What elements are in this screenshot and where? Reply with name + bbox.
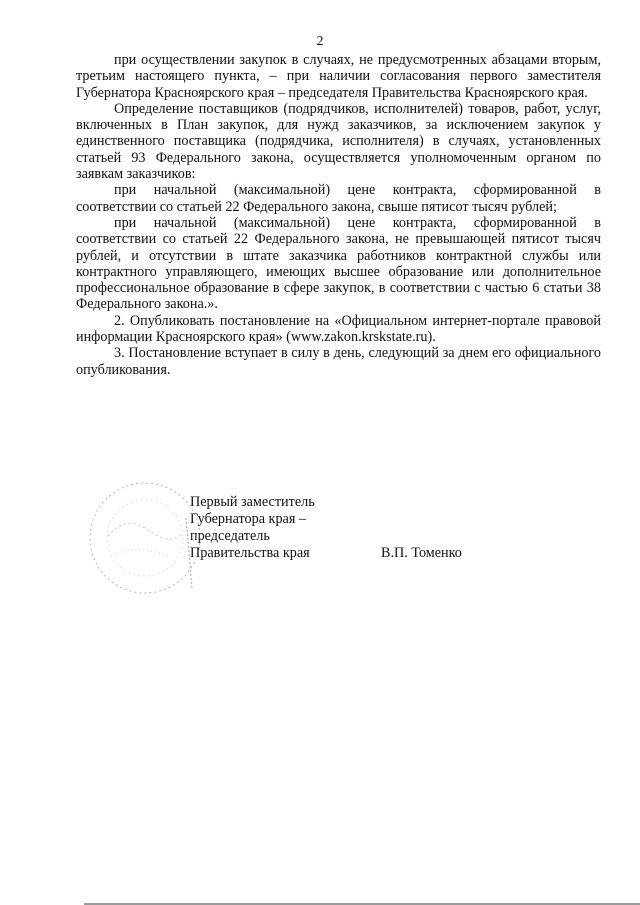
paragraph-publication: 2. Опубликовать постановление на «Официальном интернет-портале правовой информации Красноярского края» (www.zakon.krskstate.ru). <box>76 312 601 346</box>
signer-title-line: Первый заместитель <box>190 494 315 510</box>
signer-name: В.П. Томенко <box>381 545 462 561</box>
signer-title-line: председатель <box>190 528 270 544</box>
paragraph-price-above-limit: при начальной (максимальной) цене контракта, сформированной в соответствии со статьей 22 Федерального закона, свыше пятисот тысяч рублей; <box>76 182 601 215</box>
paragraph-supplier-determination: Определение поставщиков (подрядчиков, исполнителей) товаров, работ, услуг, включенных в План закупок, для нужд заказчиков, за исключением закупок у единственного поставщика (подрядчика, исполнителя) в случаях, установленных статьей 93 Федерального закона, осуществляется уполномоченным органом по заявкам заказчиков: <box>76 100 601 183</box>
stamp-seal-icon <box>86 478 204 598</box>
document-body <box>76 52 601 378</box>
paragraph-entry-into-force: 3. Постановление вступает в силу в день, следующий за днем его официального опубликования. <box>76 345 601 378</box>
signer-title-line: Губернатора края – <box>190 511 307 527</box>
paragraph-approval-condition: при осуществлении закупок в случаях, не предусмотренных абзацами вторым, третьим настоящего пункта, – при наличии согласования первого заместителя Губернатора Красноярского края – председателя Правительства Красноярского края. <box>76 52 601 101</box>
paragraph-price-below-limit: при начальной (максимальной) цене контракта, сформированной в соответствии со статьей 22 Федерального закона, не превышающей пятисот тысяч рублей, и отсутствии в штате заказчика работников контрактной службы или контрактного управляющего, имеющих высшее образование или дополнительное профессиональное образование в сфере закупок, в соответствии с частью 6 статьи 38 Федерального закона.». <box>76 214 601 313</box>
page-number: 2 <box>316 33 324 48</box>
signer-title-line: Правительства края <box>190 545 310 561</box>
